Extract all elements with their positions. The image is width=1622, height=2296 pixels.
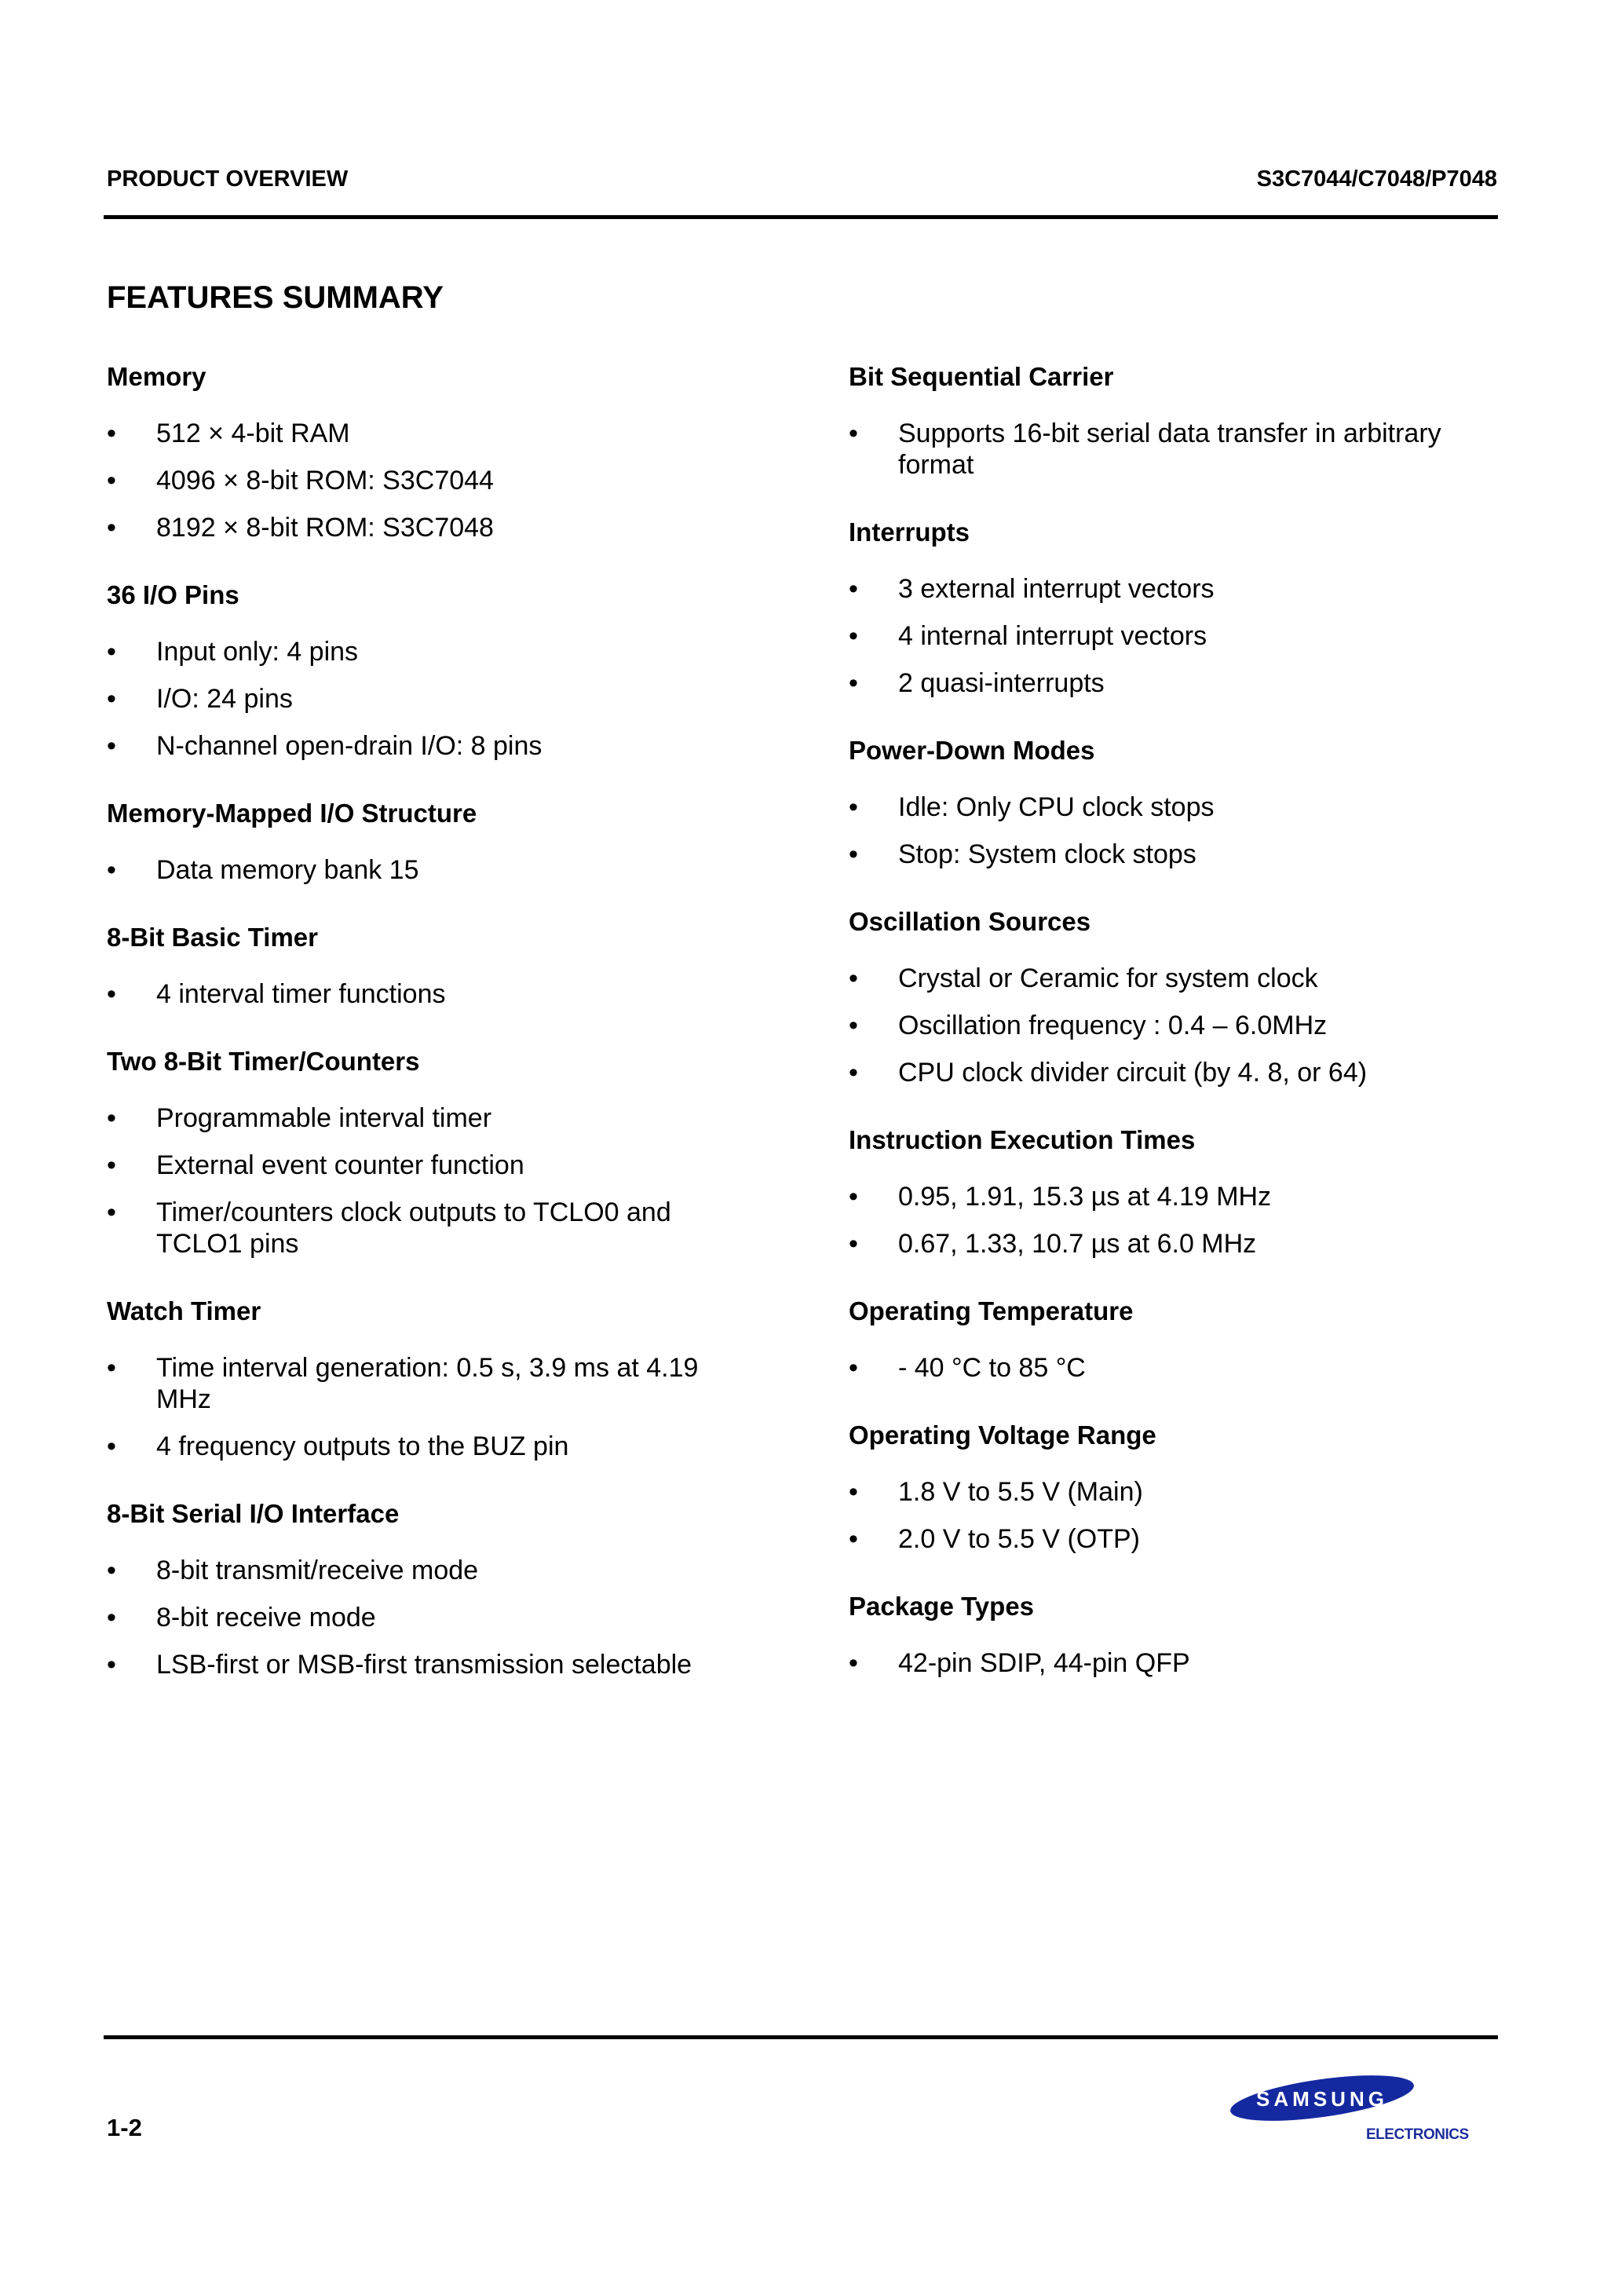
feature-text: 0.67, 1.33, 10.7 µs at 6.0 MHz: [898, 1229, 1257, 1259]
page-title: FEATURES SUMMARY: [107, 280, 444, 315]
feature-list-item: [849, 1057, 1492, 1088]
bullet-icon: •: [107, 1150, 116, 1180]
bullet-icon: •: [849, 621, 858, 651]
running-header-part-number: S3C7044/C7048/P7048: [1256, 166, 1497, 192]
bullet-icon: •: [107, 466, 116, 495]
feature-list-item: [849, 1228, 1492, 1260]
bullet-icon: •: [107, 1103, 116, 1133]
section-heading: Operating Voltage Range: [849, 1420, 1156, 1450]
samsung-electronics-text: ELECTRONICS: [1366, 2126, 1469, 2143]
feature-section-oscillation-sources: [849, 905, 1492, 1088]
feature-text: 4 frequency outputs to the BUZ pin: [156, 1431, 569, 1461]
section-heading: Watch Timer: [107, 1296, 261, 1325]
feature-section-instruction-execution-times: [849, 1123, 1492, 1260]
samsung-logo-wordmark: SAMSUNG: [1256, 2087, 1388, 2111]
page-number: 1-2: [107, 2114, 142, 2141]
feature-list-item: [107, 465, 751, 496]
feature-text: 4 interval timer functions: [156, 979, 446, 1009]
feature-text: Idle: Only CPU clock stops: [898, 792, 1215, 822]
bullet-icon: •: [849, 1058, 858, 1088]
bullet-icon: •: [107, 637, 116, 667]
feature-list-item: [107, 418, 751, 449]
feature-section-two-8-bit-timer-counters: [107, 1044, 751, 1260]
section-heading: 8-Bit Serial I/O Interface: [107, 1499, 400, 1528]
bullet-icon: •: [849, 574, 858, 604]
right-feature-column: [849, 360, 1492, 1713]
bullet-icon: •: [849, 419, 858, 448]
bullet-icon: •: [107, 1353, 116, 1383]
feature-list-item: [849, 1647, 1492, 1679]
feature-list-item: [849, 1476, 1492, 1508]
feature-text: Input only: 4 pins: [156, 637, 359, 667]
bullet-icon: •: [107, 1603, 116, 1632]
bullet-icon: •: [849, 839, 858, 869]
feature-text: Oscillation frequency : 0.4 – 6.0MHz: [898, 1011, 1328, 1040]
feature-section-bit-sequential-carrier: [849, 360, 1492, 481]
feature-text: CPU clock divider circuit (by 4. 8, or 64): [898, 1058, 1368, 1088]
footer-rule: [104, 2035, 1498, 2039]
feature-list-item: [107, 1102, 751, 1134]
feature-list-item: [849, 573, 1492, 605]
bullet-icon: •: [849, 1353, 858, 1383]
feature-section-operating-temperature: [849, 1294, 1492, 1384]
bullet-icon: •: [849, 1011, 858, 1040]
bullet-icon: •: [849, 1524, 858, 1554]
feature-text: 8-bit receive mode: [156, 1603, 376, 1632]
feature-list-item: [107, 636, 751, 667]
section-heading: Instruction Execution Times: [849, 1125, 1196, 1154]
bullet-icon: •: [107, 1556, 116, 1585]
feature-list-item: [107, 1150, 751, 1181]
feature-section-memory-mapped-i-o-structure: [107, 796, 751, 886]
feature-text: Crystal or Ceramic for system clock: [898, 963, 1318, 993]
feature-list: [107, 1102, 751, 1260]
feature-list-item: [849, 1523, 1492, 1555]
feature-section-watch-timer: [107, 1294, 751, 1462]
section-heading: Operating Temperature: [849, 1296, 1134, 1325]
feature-text: 8192 × 8-bit ROM: S3C7048: [156, 513, 494, 543]
feature-list-item: [107, 854, 751, 886]
feature-list-item: [107, 978, 751, 1010]
bullet-icon: •: [849, 1182, 858, 1212]
feature-text: Timer/counters clock outputs to TCLO0 and TCLO1 pins: [156, 1197, 671, 1259]
bullet-icon: •: [107, 731, 116, 761]
feature-list-item: [849, 620, 1492, 652]
feature-list-item: [849, 1352, 1492, 1384]
feature-list: [107, 1352, 751, 1462]
feature-section-8-bit-basic-timer: [107, 920, 751, 1010]
feature-section-operating-voltage-range: [849, 1418, 1492, 1555]
feature-list-item: [849, 418, 1492, 481]
feature-list: [107, 636, 751, 762]
feature-text: 512 × 4-bit RAM: [156, 419, 350, 448]
section-heading: Oscillation Sources: [849, 907, 1091, 936]
feature-section-8-bit-serial-i-o-interface: [107, 1497, 751, 1680]
section-heading: Power-Down Modes: [849, 736, 1095, 765]
feature-text: LSB-first or MSB-first transmission selectable: [156, 1650, 692, 1680]
feature-list-item: [849, 1010, 1492, 1041]
samsung-logo: [1228, 2073, 1416, 2123]
feature-list: [107, 854, 751, 886]
feature-text: External event counter function: [156, 1150, 524, 1180]
feature-list-item: [107, 1431, 751, 1462]
feature-text: Data memory bank 15: [156, 855, 419, 885]
feature-list-item: [107, 730, 751, 762]
feature-section-package-types: [849, 1589, 1492, 1679]
feature-text: Programmable interval timer: [156, 1103, 492, 1133]
feature-list: [107, 978, 751, 1010]
bullet-icon: •: [849, 963, 858, 993]
bullet-icon: •: [107, 419, 116, 448]
feature-list-item: [107, 1602, 751, 1633]
feature-list: [107, 1555, 751, 1680]
bullet-icon: •: [107, 513, 116, 543]
section-heading: Package Types: [849, 1592, 1035, 1621]
feature-list: [849, 963, 1492, 1088]
feature-text: Stop: System clock stops: [898, 839, 1196, 869]
feature-list-item: [849, 963, 1492, 994]
feature-list-item: [107, 1197, 751, 1260]
section-heading: 36 I/O Pins: [107, 580, 239, 609]
feature-list-item: [107, 1352, 751, 1415]
bullet-icon: •: [849, 792, 858, 822]
feature-text: 2 quasi-interrupts: [898, 668, 1105, 698]
feature-list-item: [107, 683, 751, 715]
feature-section-power-down-modes: [849, 733, 1492, 870]
section-heading: Memory-Mapped I/O Structure: [107, 799, 477, 828]
bullet-icon: •: [849, 668, 858, 698]
feature-list-item: [849, 839, 1492, 870]
feature-section-interrupts: [849, 515, 1492, 699]
feature-list-item: [849, 792, 1492, 823]
feature-text: 0.95, 1.91, 15.3 µs at 4.19 MHz: [898, 1182, 1272, 1212]
feature-list: [849, 1352, 1492, 1384]
feature-text: 4096 × 8-bit ROM: S3C7044: [156, 466, 494, 495]
feature-text: 42-pin SDIP, 44-pin QFP: [898, 1648, 1190, 1678]
bullet-icon: •: [107, 684, 116, 714]
feature-text: 3 external interrupt vectors: [898, 574, 1215, 604]
bullet-icon: •: [107, 979, 116, 1009]
feature-text: 4 internal interrupt vectors: [898, 621, 1207, 651]
feature-text: Time interval generation: 0.5 s, 3.9 ms at 4.19 MHz: [156, 1353, 699, 1414]
feature-text: Supports 16-bit serial data transfer in arbitrary format: [898, 419, 1441, 480]
running-header-section: PRODUCT OVERVIEW: [107, 166, 349, 192]
section-heading: Memory: [107, 362, 206, 391]
bullet-icon: •: [849, 1229, 858, 1259]
feature-list: [849, 1647, 1492, 1679]
header-rule: [104, 215, 1498, 219]
feature-text: N-channel open-drain I/O: 8 pins: [156, 731, 542, 761]
feature-text: I/O: 24 pins: [156, 684, 293, 714]
feature-list: [849, 418, 1492, 481]
left-feature-column: [107, 360, 751, 1715]
bullet-icon: •: [849, 1648, 858, 1678]
feature-text: 2.0 V to 5.5 V (OTP): [898, 1524, 1141, 1554]
feature-text: - 40 °C to 85 °C: [898, 1353, 1086, 1383]
bullet-icon: •: [107, 1431, 116, 1461]
feature-list-item: [107, 512, 751, 543]
feature-list-item: [849, 1181, 1492, 1212]
feature-section-36-i-o-pins: [107, 578, 751, 762]
feature-list: [107, 418, 751, 543]
feature-list: [849, 1181, 1492, 1260]
feature-list: [849, 1476, 1492, 1555]
bullet-icon: •: [107, 1197, 116, 1227]
section-heading: Bit Sequential Carrier: [849, 362, 1114, 391]
feature-list: [849, 573, 1492, 699]
section-heading: Two 8-Bit Timer/Counters: [107, 1047, 420, 1076]
feature-list: [849, 792, 1492, 870]
feature-list-item: [107, 1555, 751, 1586]
section-heading: Interrupts: [849, 517, 970, 547]
feature-text: 1.8 V to 5.5 V (Main): [898, 1477, 1143, 1507]
bullet-icon: •: [107, 1650, 116, 1680]
bullet-icon: •: [849, 1477, 858, 1507]
bullet-icon: •: [107, 855, 116, 885]
feature-list-item: [849, 667, 1492, 699]
feature-list-item: [107, 1649, 751, 1680]
feature-section-memory: [107, 360, 751, 543]
feature-text: 8-bit transmit/receive mode: [156, 1556, 479, 1585]
section-heading: 8-Bit Basic Timer: [107, 923, 318, 952]
